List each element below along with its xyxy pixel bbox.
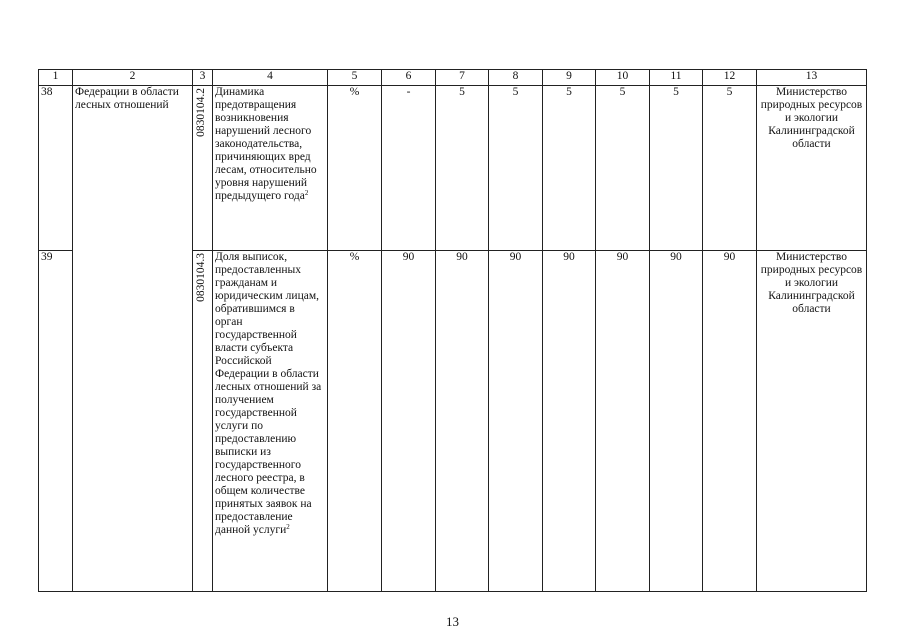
value-cell: 5 (543, 86, 596, 251)
value-cell: 5 (489, 86, 543, 251)
indicator-code: 0830104.2 (195, 88, 207, 137)
responsible-cell: Министерство природных ресурсов и экологии Калининградской области (757, 86, 867, 251)
value-cell: 90 (436, 251, 489, 592)
footnote-mark: 2 (304, 189, 309, 197)
column-number: 3 (193, 70, 213, 86)
value-cell: 5 (703, 86, 757, 251)
column-number: 10 (596, 70, 650, 86)
indicator-text: Динамика предотвращения возникновения нарушений лесного законодательства, причиняющих вред лесам, относительно уровня нарушений предыдущего года (215, 86, 317, 202)
table-row (39, 86, 867, 251)
value-cell: 90 (382, 251, 436, 592)
column-number: 4 (213, 70, 328, 86)
row-number: 39 (39, 251, 73, 592)
column-number: 7 (436, 70, 489, 86)
page-number: 13 (446, 614, 459, 629)
indicators-table (38, 69, 867, 592)
value-cell: 5 (596, 86, 650, 251)
indicator-cell (213, 86, 328, 251)
value-cell: 5 (436, 86, 489, 251)
column-number: 1 (39, 70, 73, 86)
unit-cell: % (328, 251, 382, 592)
value-cell: 90 (596, 251, 650, 592)
value-cell: 90 (543, 251, 596, 592)
column-number: 2 (73, 70, 193, 86)
column-number-row (39, 70, 867, 86)
column-number: 8 (489, 70, 543, 86)
column-number: 11 (650, 70, 703, 86)
indicator-cell (213, 251, 328, 592)
column-number: 5 (328, 70, 382, 86)
value-cell: 90 (703, 251, 757, 592)
value-cell: - (382, 86, 436, 251)
indicator-code: 0830104.3 (195, 253, 207, 302)
value-cell: 90 (489, 251, 543, 592)
value-cell: 5 (650, 86, 703, 251)
row-number: 38 (39, 86, 73, 251)
direction-cell: Федерации в области лесных отношений (73, 86, 193, 592)
code-cell (193, 86, 213, 251)
column-number: 6 (382, 70, 436, 86)
unit-cell: % (328, 86, 382, 251)
footnote-mark: 2 (286, 523, 290, 531)
indicator-text: Доля выписок, предоставленных гражданам и юридическим лицам, обратившимся в орган государственной власти субъекта Российской Федерации в области лесных отношений за получением государственной услуги по предоставлению выписки из государственного лесного реестра, в общем количестве принятых заявок на предоставление данной услуги (215, 251, 322, 536)
column-number: 13 (757, 70, 867, 86)
responsible-cell: Министерство природных ресурсов и экологии Калининградской области (757, 251, 867, 592)
column-number: 12 (703, 70, 757, 86)
code-cell (193, 251, 213, 592)
value-cell: 90 (650, 251, 703, 592)
column-number: 9 (543, 70, 596, 86)
